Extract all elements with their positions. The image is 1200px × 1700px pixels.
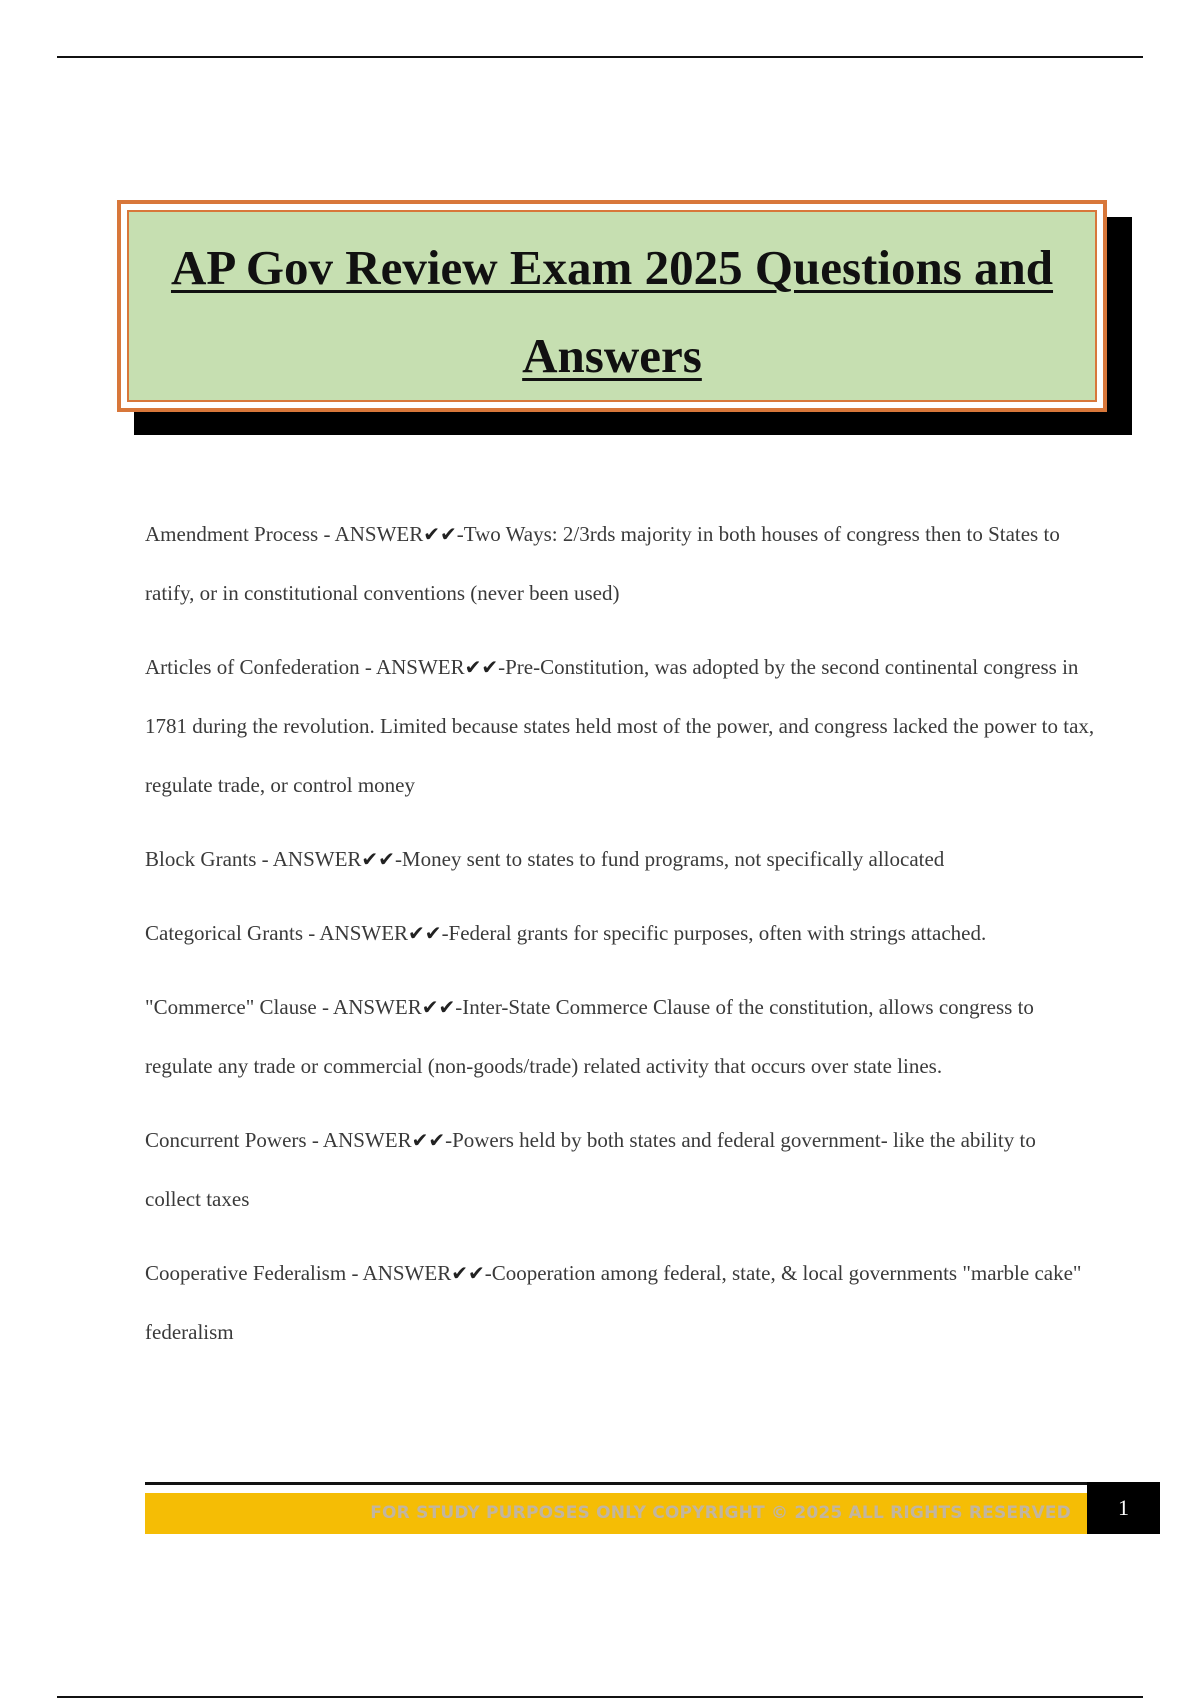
entry-answer-label: ANSWER — [319, 921, 409, 945]
footer-bar — [145, 1493, 1087, 1534]
qa-entry: Articles of Confederation - ANSWER✔✔-Pre-Constitution, was adopted by the second continental congress in 1781 during the revolution. Limited because states held most of the power, and congress lacked the power to tax, regulate trade, or control money — [145, 655, 1095, 797]
document-title: AP Gov Review Exam 2025 Questions and Answers — [170, 240, 1054, 383]
entry-answer-label: ANSWER — [362, 1261, 452, 1285]
entry-term: "Commerce" Clause — [145, 995, 317, 1019]
entry-answer: -Powers held by both states and federal government- like the ability to collect taxes — [145, 1128, 1036, 1211]
qa-entry: Concurrent Powers - ANSWER✔✔-Powers held by both states and federal government- like the ability to collect taxes — [145, 1128, 1036, 1211]
entry-term: Articles of Confederation — [145, 655, 360, 679]
qa-list — [145, 505, 1095, 1377]
qa-entry: Amendment Process - ANSWER✔✔-Two Ways: 2/3rds majority in both houses of congress then to States to ratify, or in constitutional conventions (never been used) — [145, 522, 1060, 605]
checkmark-icon: ✔✔ — [464, 655, 499, 679]
entry-answer: -Money sent to states to fund programs, not specifically allocated — [394, 847, 945, 871]
checkmark-icon: ✔✔ — [421, 995, 456, 1019]
entry-answer-label: ANSWER — [272, 847, 362, 871]
entry-answer-label: ANSWER — [334, 522, 424, 546]
entry-term: Categorical Grants — [145, 921, 304, 945]
title-box — [117, 200, 1107, 412]
top-rule — [57, 56, 1143, 58]
title-box-inner — [127, 210, 1097, 402]
entry-answer: -Pre-Constitution, was adopted by the second continental congress in 1781 during the revolution. Limited because states held most of the power, and congress lacked the power to tax, regulate trade, or control money — [145, 655, 1095, 797]
checkmark-icon: ✔✔ — [451, 1261, 485, 1285]
qa-entry: "Commerce" Clause - ANSWER✔✔-Inter-State Commerce Clause of the constitution, allows congress to regulate any trade or commercial (non-goods/trade) related activity that occurs over state lines. — [145, 995, 1034, 1078]
checkmark-icon: ✔✔ — [411, 1128, 446, 1152]
entry-answer: -Inter-State Commerce Clause of the constitution, allows congress to regulate any trade or commercial (non-goods/trade) related activity that occurs over state lines. — [145, 995, 1034, 1078]
checkmark-icon: ✔✔ — [361, 847, 395, 871]
copyright-notice: FOR STUDY PURPOSES ONLY COPYRIGHT © 2025 ALL RIGHTS RESERVED — [370, 1503, 1071, 1523]
entry-answer-label: ANSWER — [333, 995, 422, 1019]
qa-entry: Cooperative Federalism - ANSWER✔✔-Cooperation among federal, state, & local governments "marble cake" federalism — [145, 1261, 1082, 1344]
qa-entry: Block Grants - ANSWER✔✔-Money sent to states to fund programs, not specifically allocated — [145, 847, 945, 871]
footer-rule — [145, 1482, 1087, 1485]
entry-term: Cooperative Federalism — [145, 1261, 347, 1285]
entry-answer: -Cooperation among federal, state, & local governments "marble cake" federalism — [145, 1261, 1082, 1344]
entry-answer: -Two Ways: 2/3rds majority in both houses of congress then to States to ratify, or in constitutional conventions (never been used) — [145, 522, 1060, 605]
entry-answer-label: ANSWER — [322, 1128, 412, 1152]
page-number: 1 — [1118, 1495, 1129, 1520]
entry-answer: -Federal grants for specific purposes, often with strings attached. — [441, 921, 987, 945]
bottom-rule — [57, 1696, 1143, 1698]
entry-term: Concurrent Powers — [145, 1128, 307, 1152]
entry-term: Amendment Process — [145, 522, 319, 546]
checkmark-icon: ✔✔ — [423, 522, 457, 546]
entry-answer-label: ANSWER — [375, 655, 465, 679]
checkmark-icon: ✔✔ — [408, 921, 442, 945]
qa-entry: Categorical Grants - ANSWER✔✔-Federal grants for specific purposes, often with strings attached. — [145, 921, 987, 945]
page-number-box — [1087, 1482, 1160, 1534]
entry-term: Block Grants — [145, 847, 257, 871]
